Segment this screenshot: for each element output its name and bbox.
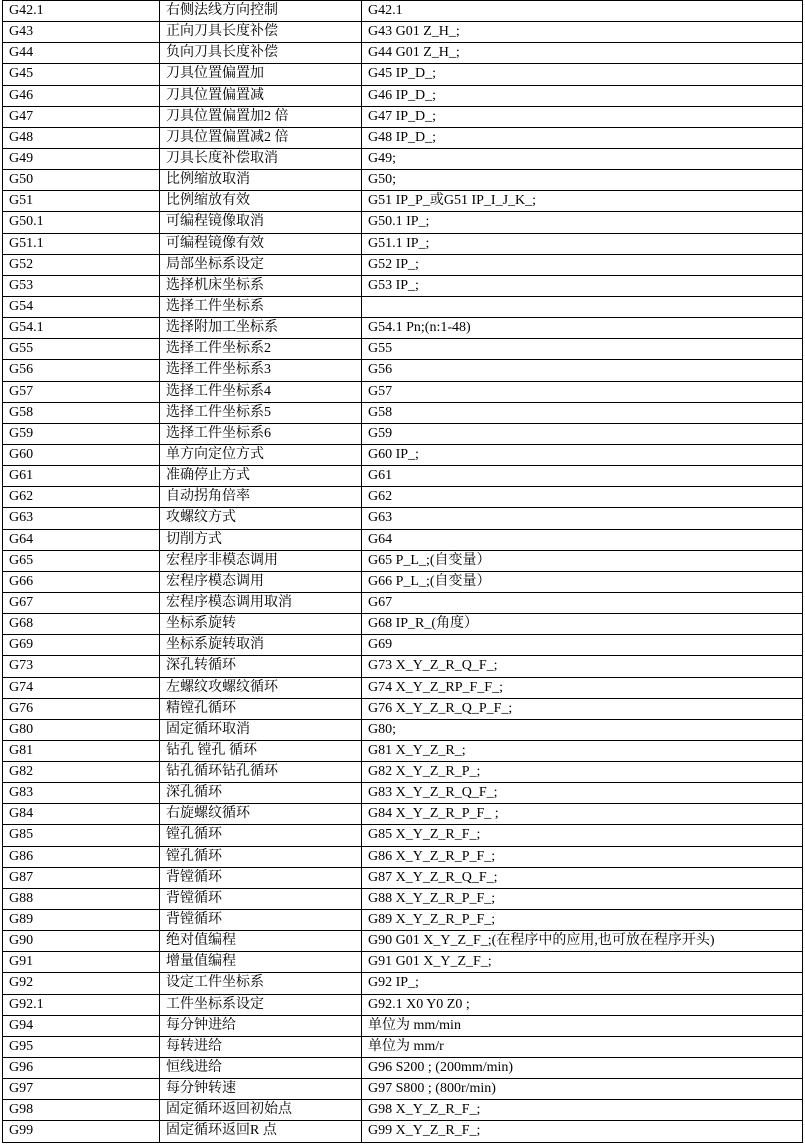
code-cell: G51: [3, 191, 160, 212]
name-cell: 固定循环返回R 点: [160, 1121, 362, 1142]
table-row: [3, 952, 803, 973]
code-cell: G54: [3, 296, 160, 317]
table-row: [3, 888, 803, 909]
name-cell: 刀具位置偏置减: [160, 85, 362, 106]
code-cell: G56: [3, 360, 160, 381]
name-cell: 刀具位置偏置加: [160, 64, 362, 85]
code-cell: G57: [3, 381, 160, 402]
format-cell: G52 IP_;: [362, 254, 803, 275]
format-cell: G62: [362, 487, 803, 508]
code-cell: G42.1: [3, 1, 160, 22]
name-cell: 选择机床坐标系: [160, 275, 362, 296]
table-row: [3, 106, 803, 127]
format-cell: 单位为 mm/r: [362, 1036, 803, 1057]
code-cell: G88: [3, 888, 160, 909]
name-cell: 右旋螺纹循环: [160, 804, 362, 825]
code-cell: G68: [3, 614, 160, 635]
code-cell: G55: [3, 339, 160, 360]
table-row: [3, 931, 803, 952]
table-row: [3, 719, 803, 740]
gcode-table-body: [3, 1, 803, 1143]
name-cell: 宏程序模态调用取消: [160, 592, 362, 613]
code-cell: G87: [3, 867, 160, 888]
code-cell: G73: [3, 656, 160, 677]
format-cell: G54.1 Pn;(n:1-48): [362, 318, 803, 339]
name-cell: 可编程镜像有效: [160, 233, 362, 254]
table-row: [3, 318, 803, 339]
format-cell: [362, 296, 803, 317]
code-cell: G92.1: [3, 994, 160, 1015]
format-cell: G89 X_Y_Z_R_P_F_;: [362, 910, 803, 931]
code-cell: G89: [3, 910, 160, 931]
format-cell: 单位为 mm/min: [362, 1015, 803, 1036]
table-row: [3, 656, 803, 677]
format-cell: G66 P_L_;(自变量）: [362, 571, 803, 592]
code-cell: G95: [3, 1036, 160, 1057]
code-cell: G50.1: [3, 212, 160, 233]
format-cell: G68 IP_R_(角度）: [362, 614, 803, 635]
code-cell: G66: [3, 571, 160, 592]
name-cell: 刀具位置偏置减2 倍: [160, 127, 362, 148]
table-row: [3, 1015, 803, 1036]
name-cell: 深孔转循环: [160, 656, 362, 677]
code-cell: G43: [3, 22, 160, 43]
format-cell: G61: [362, 466, 803, 487]
name-cell: 宏程序模态调用: [160, 571, 362, 592]
format-cell: G59: [362, 423, 803, 444]
table-row: [3, 846, 803, 867]
code-cell: G85: [3, 825, 160, 846]
code-cell: G64: [3, 529, 160, 550]
name-cell: 钻孔 镗孔 循环: [160, 740, 362, 761]
table-row: [3, 825, 803, 846]
table-row: [3, 127, 803, 148]
code-cell: G47: [3, 106, 160, 127]
table-row: [3, 1121, 803, 1142]
table-row: [3, 423, 803, 444]
format-cell: G44 G01 Z_H_;: [362, 43, 803, 64]
name-cell: 攻螺纹方式: [160, 508, 362, 529]
name-cell: 每分钟转速: [160, 1079, 362, 1100]
format-cell: G85 X_Y_Z_R_F_;: [362, 825, 803, 846]
format-cell: G45 IP_D_;: [362, 64, 803, 85]
code-cell: G90: [3, 931, 160, 952]
format-cell: G87 X_Y_Z_R_Q_F_;: [362, 867, 803, 888]
code-cell: G98: [3, 1100, 160, 1121]
code-cell: G74: [3, 677, 160, 698]
format-cell: G88 X_Y_Z_R_P_F_;: [362, 888, 803, 909]
format-cell: G51.1 IP_;: [362, 233, 803, 254]
format-cell: G48 IP_D_;: [362, 127, 803, 148]
format-cell: G91 G01 X_Y_Z_F_;: [362, 952, 803, 973]
code-cell: G52: [3, 254, 160, 275]
name-cell: 固定循环取消: [160, 719, 362, 740]
table-row: [3, 1100, 803, 1121]
name-cell: 选择附加工坐标系: [160, 318, 362, 339]
code-cell: G44: [3, 43, 160, 64]
name-cell: 增量值编程: [160, 952, 362, 973]
code-cell: G59: [3, 423, 160, 444]
code-cell: G99: [3, 1121, 160, 1142]
code-cell: G60: [3, 444, 160, 465]
table-row: [3, 360, 803, 381]
name-cell: 每转进给: [160, 1036, 362, 1057]
code-cell: G80: [3, 719, 160, 740]
code-cell: G63: [3, 508, 160, 529]
name-cell: 背镗循环: [160, 867, 362, 888]
format-cell: G90 G01 X_Y_Z_F_;(在程序中的应用,也可放在程序开头): [362, 931, 803, 952]
name-cell: 负向刀具长度补偿: [160, 43, 362, 64]
name-cell: 切削方式: [160, 529, 362, 550]
name-cell: 自动拐角倍率: [160, 487, 362, 508]
format-cell: G82 X_Y_Z_R_P_;: [362, 762, 803, 783]
format-cell: G80;: [362, 719, 803, 740]
name-cell: 每分钟进给: [160, 1015, 362, 1036]
table-row: [3, 339, 803, 360]
code-cell: G49: [3, 148, 160, 169]
table-row: [3, 43, 803, 64]
table-row: [3, 550, 803, 571]
name-cell: 背镗循环: [160, 910, 362, 931]
format-cell: G73 X_Y_Z_R_Q_F_;: [362, 656, 803, 677]
table-row: [3, 381, 803, 402]
name-cell: 钻孔循环钻孔循环: [160, 762, 362, 783]
name-cell: 精镗孔循环: [160, 698, 362, 719]
code-cell: G83: [3, 783, 160, 804]
format-cell: G57: [362, 381, 803, 402]
code-cell: G53: [3, 275, 160, 296]
name-cell: 深孔循环: [160, 783, 362, 804]
code-cell: G50: [3, 170, 160, 191]
code-cell: G45: [3, 64, 160, 85]
name-cell: 坐标系旋转: [160, 614, 362, 635]
format-cell: G53 IP_;: [362, 275, 803, 296]
format-cell: G50;: [362, 170, 803, 191]
table-row: [3, 867, 803, 888]
table-row: [3, 275, 803, 296]
format-cell: G49;: [362, 148, 803, 169]
code-cell: G97: [3, 1079, 160, 1100]
format-cell: G43 G01 Z_H_;: [362, 22, 803, 43]
format-cell: G42.1: [362, 1, 803, 22]
table-row: [3, 614, 803, 635]
format-cell: G60 IP_;: [362, 444, 803, 465]
format-cell: G98 X_Y_Z_R_F_;: [362, 1100, 803, 1121]
name-cell: 背镗循环: [160, 888, 362, 909]
code-cell: G86: [3, 846, 160, 867]
format-cell: G83 X_Y_Z_R_Q_F_;: [362, 783, 803, 804]
table-row: [3, 1079, 803, 1100]
format-cell: G86 X_Y_Z_R_P_F_;: [362, 846, 803, 867]
format-cell: G47 IP_D_;: [362, 106, 803, 127]
code-cell: G69: [3, 635, 160, 656]
table-row: [3, 1, 803, 22]
table-row: [3, 783, 803, 804]
table-row: [3, 804, 803, 825]
table-row: [3, 635, 803, 656]
name-cell: 镗孔循环: [160, 825, 362, 846]
name-cell: 比例缩放取消: [160, 170, 362, 191]
code-cell: G67: [3, 592, 160, 613]
table-row: [3, 487, 803, 508]
name-cell: 右侧法线方向控制: [160, 1, 362, 22]
table-row: [3, 212, 803, 233]
name-cell: 准确停止方式: [160, 466, 362, 487]
code-cell: G84: [3, 804, 160, 825]
format-cell: G58: [362, 402, 803, 423]
name-cell: 固定循环返回初始点: [160, 1100, 362, 1121]
code-cell: G94: [3, 1015, 160, 1036]
table-row: [3, 508, 803, 529]
name-cell: 刀具长度补偿取消: [160, 148, 362, 169]
code-cell: G81: [3, 740, 160, 761]
format-cell: G67: [362, 592, 803, 613]
code-cell: G61: [3, 466, 160, 487]
table-row: [3, 22, 803, 43]
format-cell: G81 X_Y_Z_R_;: [362, 740, 803, 761]
name-cell: 可编程镜像取消: [160, 212, 362, 233]
table-row: [3, 466, 803, 487]
format-cell: G55: [362, 339, 803, 360]
table-row: [3, 85, 803, 106]
name-cell: 工件坐标系设定: [160, 994, 362, 1015]
format-cell: G46 IP_D_;: [362, 85, 803, 106]
format-cell: G92.1 X0 Y0 Z0 ;: [362, 994, 803, 1015]
table-row: [3, 191, 803, 212]
name-cell: 左螺纹攻螺纹循环: [160, 677, 362, 698]
name-cell: 选择工件坐标系4: [160, 381, 362, 402]
table-row: [3, 529, 803, 550]
code-cell: G46: [3, 85, 160, 106]
name-cell: 局部坐标系设定: [160, 254, 362, 275]
format-cell: G74 X_Y_Z_RP_F_F_;: [362, 677, 803, 698]
name-cell: 宏程序非模态调用: [160, 550, 362, 571]
table-row: [3, 571, 803, 592]
table-row: [3, 148, 803, 169]
name-cell: 选择工件坐标系6: [160, 423, 362, 444]
table-row: [3, 296, 803, 317]
table-row: [3, 170, 803, 191]
format-cell: G50.1 IP_;: [362, 212, 803, 233]
format-cell: G63: [362, 508, 803, 529]
code-cell: G82: [3, 762, 160, 783]
code-cell: G48: [3, 127, 160, 148]
table-row: [3, 444, 803, 465]
format-cell: G56: [362, 360, 803, 381]
name-cell: 选择工件坐标系2: [160, 339, 362, 360]
name-cell: 镗孔循环: [160, 846, 362, 867]
format-cell: G96 S200 ; (200mm/min): [362, 1058, 803, 1079]
name-cell: 选择工件坐标系5: [160, 402, 362, 423]
format-cell: G65 P_L_;(自变量）: [362, 550, 803, 571]
code-cell: G62: [3, 487, 160, 508]
name-cell: 设定工件坐标系: [160, 973, 362, 994]
name-cell: 正向刀具长度补偿: [160, 22, 362, 43]
name-cell: 选择工件坐标系: [160, 296, 362, 317]
table-row: [3, 402, 803, 423]
format-cell: G76 X_Y_Z_R_Q_P_F_;: [362, 698, 803, 719]
table-row: [3, 64, 803, 85]
code-cell: G65: [3, 550, 160, 571]
format-cell: G64: [362, 529, 803, 550]
format-cell: G69: [362, 635, 803, 656]
name-cell: 坐标系旋转取消: [160, 635, 362, 656]
table-row: [3, 698, 803, 719]
name-cell: 选择工件坐标系3: [160, 360, 362, 381]
code-cell: G92: [3, 973, 160, 994]
code-cell: G54.1: [3, 318, 160, 339]
table-row: [3, 740, 803, 761]
format-cell: G84 X_Y_Z_R_P_F_ ;: [362, 804, 803, 825]
format-cell: G97 S800 ; (800r/min): [362, 1079, 803, 1100]
name-cell: 单方向定位方式: [160, 444, 362, 465]
table-row: [3, 1058, 803, 1079]
code-cell: G51.1: [3, 233, 160, 254]
table-row: [3, 994, 803, 1015]
name-cell: 绝对值编程: [160, 931, 362, 952]
code-cell: G76: [3, 698, 160, 719]
name-cell: 刀具位置偏置加2 倍: [160, 106, 362, 127]
name-cell: 恒线进给: [160, 1058, 362, 1079]
name-cell: 比例缩放有效: [160, 191, 362, 212]
table-row: [3, 233, 803, 254]
code-cell: G58: [3, 402, 160, 423]
table-row: [3, 677, 803, 698]
format-cell: G99 X_Y_Z_R_F_;: [362, 1121, 803, 1142]
code-cell: G91: [3, 952, 160, 973]
table-row: [3, 592, 803, 613]
table-row: [3, 1036, 803, 1057]
table-row: [3, 254, 803, 275]
table-row: [3, 910, 803, 931]
format-cell: G51 IP_P_或G51 IP_I_J_K_;: [362, 191, 803, 212]
gcode-table: [2, 0, 803, 1143]
code-cell: G96: [3, 1058, 160, 1079]
format-cell: G92 IP_;: [362, 973, 803, 994]
table-row: [3, 762, 803, 783]
table-row: [3, 973, 803, 994]
